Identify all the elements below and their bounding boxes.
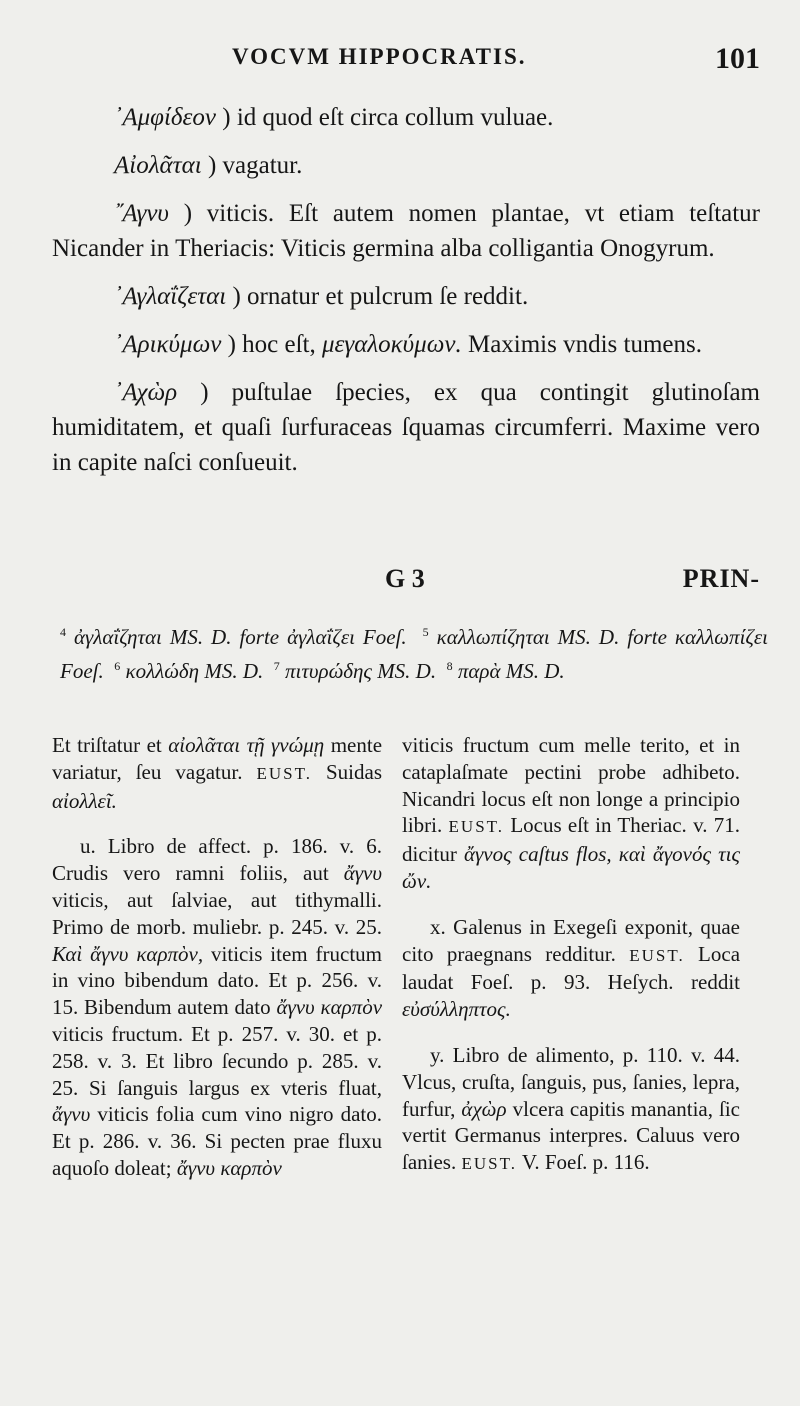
- commentary-paragraph: [402, 732, 740, 895]
- source-abbrev: EUST.: [461, 1154, 517, 1174]
- commentary-text: viticis fructum cum melle terito, et in cataplaſmate pectini probe adhibeto. Nicandri locus eſt non longe a principio libri.: [402, 733, 740, 838]
- commentary-text: Suidas: [325, 759, 382, 784]
- glossary-entry: [52, 279, 760, 314]
- page-number: 101: [715, 42, 760, 75]
- footnotes: [60, 618, 768, 686]
- entry-definition: ) id quod eſt circa collum vuluae.: [222, 104, 554, 131]
- glossary-entries: [52, 100, 760, 493]
- glossary-entry: [52, 375, 760, 480]
- running-title: VOCVM HIPPOCRATIS.: [232, 44, 527, 69]
- glossary-entry: [52, 327, 760, 362]
- footnote-text: παρὰ MS. D.: [457, 659, 565, 683]
- commentary-paragraph: [52, 732, 382, 814]
- greek-quote: Καὶ ἄγνυ καρπὸν,: [52, 941, 204, 966]
- greek-quote: εὐσύλληπτος.: [402, 997, 511, 1022]
- running-head: [0, 44, 800, 80]
- commentary-paragraph: [402, 1042, 740, 1178]
- footnote-text: ἀγλαΐζηται MS. D. forte ἀγλαΐζει Foeſ.: [73, 625, 407, 649]
- commentary-text: mente variatur, ſeu vagatur.: [52, 733, 383, 784]
- entry-definition-cont: Maximis vndis tumens.: [467, 331, 703, 358]
- glossary-entry: [52, 100, 760, 135]
- signature-row: [0, 564, 800, 600]
- greek-gloss: μεγαλοκύμων.: [321, 331, 462, 358]
- greek-quote: αἰολλεῖ.: [52, 788, 117, 813]
- footnote-mark: 8: [446, 659, 453, 673]
- greek-headword: ᾿Αγλαΐζεται: [114, 283, 227, 310]
- glossary-entry: [52, 196, 760, 266]
- greek-headword: Αἰολᾶται: [114, 152, 202, 179]
- commentary-text: x. Galenus in Exegeſi exponit, quae cito praegnans redditur.: [402, 914, 740, 966]
- greek-quote: ἄγνος caſtus flos, καὶ ἄγονός τις ὤν.: [402, 842, 741, 893]
- commentary-left-column: [52, 732, 382, 1201]
- footnote-mark: 5: [422, 625, 429, 639]
- greek-quote: ἄγνυ: [52, 1102, 91, 1127]
- commentary-text: viticis folia cum vino nigro dato. Et p. 286. v. 36. Si pecten prae fluxu aquoſo doleat;: [52, 1102, 383, 1180]
- greek-headword: ῎Αγνυ: [114, 200, 169, 227]
- footnote-text: καλλωπίζηται MS. D. forte καλλωπίζει Foeſ.: [60, 625, 769, 683]
- commentary-text: V. Foeſ. p. 116.: [521, 1150, 650, 1175]
- commentary-paragraph: [402, 914, 740, 1023]
- commentary-text: viticis, aut ſalviae, aut tithymalli. Primo de morb. muliebr. p. 245. v. 25.: [52, 887, 382, 939]
- source-abbrev: EUST.: [448, 817, 505, 837]
- commentary-text: viticis fructum. Et p. 257. v. 30. et p. 258. v. 3. Et libro ſecundo p. 285. v. 25. Si ſanguis largus ex vteris fluat,: [52, 1021, 382, 1100]
- greek-quote: αἰολᾶται τῇ γνώμῃ: [168, 733, 325, 757]
- footnote-mark: 4: [60, 625, 66, 639]
- entry-definition: ) viticis. Eſt autem nomen plantae, vt etiam teſtatur Nicander in Theriacis: Viticis germina alba colligantia Onogyrum.: [52, 200, 761, 262]
- commentary-text: Locus eſt in Theriac. v. 71. dicitur: [402, 813, 740, 867]
- entry-definition: ) vagatur.: [207, 152, 303, 179]
- greek-headword: ᾿Αχὼρ: [114, 379, 178, 406]
- source-abbrev: EUST.: [256, 763, 312, 783]
- source-abbrev: EUST.: [629, 945, 685, 965]
- commentary-text: u. Libro de affect. p. 186. v. 6. Crudis vero ramni foliis, aut: [52, 834, 382, 886]
- entry-definition: ) hoc eſt,: [227, 331, 316, 358]
- footnote-text: πιτυρώδης MS. D.: [285, 659, 437, 683]
- commentary-right-column: [402, 732, 740, 1197]
- commentary-text: Loca laudat Foeſ. p. 93. Heſych. reddit: [402, 941, 741, 995]
- commentary-text: y. Libro de alimento, p. 110. v. 44. Vlcus, cruſta, ſanguis, pus, ſanies, lepra, furfur,: [402, 1042, 740, 1121]
- greek-quote: ἀχὼρ: [461, 1096, 507, 1121]
- footnote-mark: 7: [273, 659, 280, 673]
- footnote-mark: 6: [114, 659, 121, 673]
- signature-mark: G 3: [385, 564, 425, 593]
- greek-quote: ἄγνυ καρπὸν: [176, 1155, 282, 1180]
- commentary-paragraph: [52, 833, 382, 1181]
- footnote-text: κολλώδη MS. D.: [125, 659, 264, 683]
- greek-quote: ἄγνυ: [343, 861, 382, 886]
- greek-headword: ᾿Αμφίδεον: [114, 104, 216, 131]
- glossary-entry: [52, 148, 760, 183]
- entry-definition: ) ornatur et pulcrum ſe reddit.: [232, 283, 529, 310]
- greek-quote: ἄγνυ καρπὸν: [276, 995, 383, 1020]
- catchword: PRIN-: [682, 564, 760, 593]
- commentary-text: viticis item fructum in vino bibendum dato. Et p. 256. v. 15. Bibendum autem dato: [52, 941, 383, 1020]
- commentary-text: vlcera capitis manantia, ſic vertit Germanus interpres. Caluus vero ſanies.: [402, 1096, 741, 1175]
- commentary-text: Et triſtatur et: [52, 733, 162, 757]
- entry-definition: ) puſtulae ſpecies, ex qua contingit glutinoſam humiditatem, et quaſi ſurfuraceas ſquamas circumferri. Maxime vero in capite naſci conſueuit.: [52, 379, 761, 476]
- greek-headword: ᾿Αρικύμων: [114, 331, 222, 358]
